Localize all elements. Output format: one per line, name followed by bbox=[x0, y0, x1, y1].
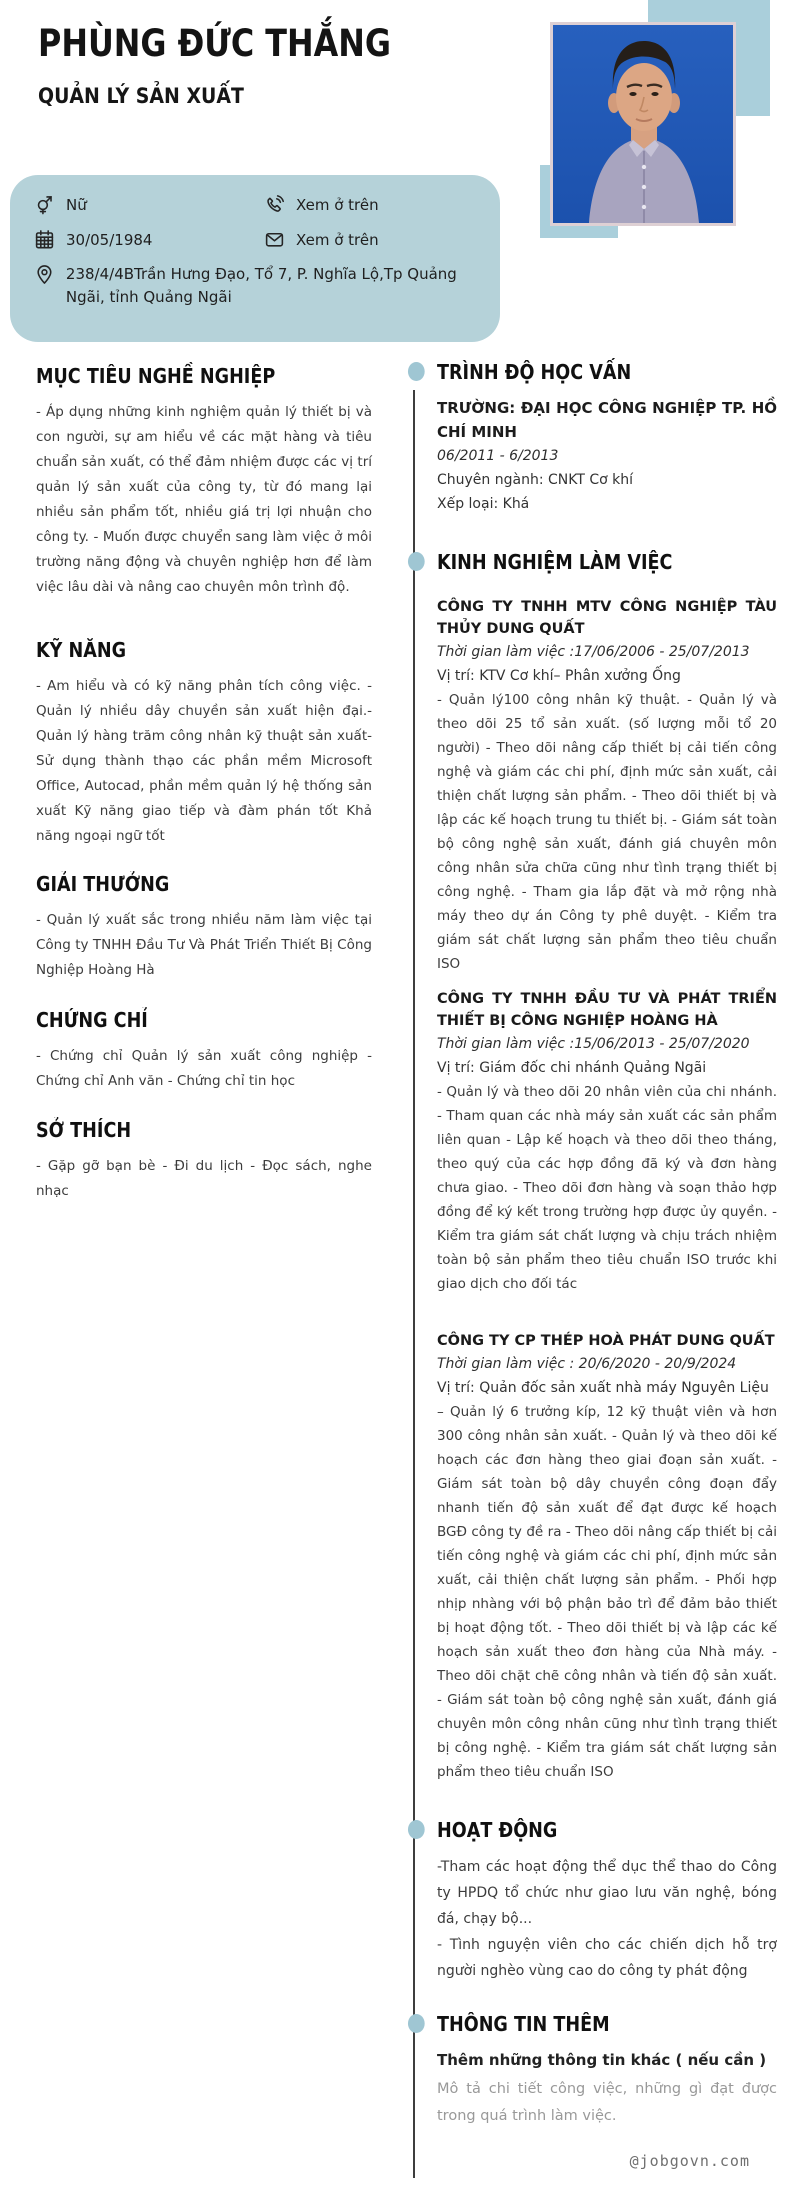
job-period: Thời gian làm việc : 20/6/2020 - 20/9/2024 bbox=[437, 1356, 737, 1372]
education-grade: Xếp loại: Khá bbox=[437, 496, 530, 512]
additional-info-heading: THÔNG TIN THÊM bbox=[437, 2012, 736, 2036]
job-company: CÔNG TY TNHH ĐẦU TƯ VÀ PHÁT TRIỂN THIẾT BỊ CÔNG NGHIỆP HOÀNG HÀ bbox=[437, 991, 777, 1029]
section-education bbox=[437, 360, 777, 516]
timeline-bullet-icon bbox=[408, 1820, 425, 1839]
experience-heading: KINH NGHIỆM LÀM VIỆC bbox=[437, 550, 736, 574]
profile-photo bbox=[553, 25, 733, 223]
candidate-name: PHÙNG ĐỨC THẮNG bbox=[38, 22, 392, 65]
job-description: - Quản lý và theo dõi 20 nhân viên của chi nhánh. - Tham quan các nhà máy sản xuất các sản phẩm liên quan - Lập kế hoạch và theo dõi theo tháng, theo quý của các hợp đồng đã ký và đơn hàng chưa giao. - Theo dõi đơn hàng và soạn thảo hợp đồng để ký kết trong trường hợp được ủy quyền. - Kiểm tra giám sát chất lượng và chịu trách nhiệm toàn bộ sản phẩm theo tiêu chuẩn ISO trước khi giao dịch cho đối tác bbox=[437, 1084, 777, 1292]
contact-gender bbox=[34, 194, 264, 215]
experience-job-3 bbox=[437, 1330, 777, 1784]
timeline-bullet-icon bbox=[408, 2014, 425, 2033]
hobbies-heading: SỞ THÍCH bbox=[36, 1118, 132, 1142]
job-period: Thời gian làm việc :17/06/2006 - 25/07/2013 bbox=[437, 644, 750, 660]
section-skills bbox=[36, 638, 372, 849]
contact-info-box bbox=[10, 175, 500, 342]
objective-body: - Áp dụng những kinh nghiệm quản lý thiết bị và con người, sự am hiểu về các mặt hàng và tiêu chuẩn sản xuất, có thể đảm nhiệm được các vị trí quản lý sản xuất của công ty, từ đó mang lại nhiều sản phẩm tốt, nhiều giá trị lợi nhuận cho công ty. - Muốn được chuyển sang làm việc ở môi trường năng động và chuyên nghiệp hơn để làm việc lâu dài và nâng cao chuyên môn trình độ. bbox=[36, 404, 372, 595]
site-watermark: @jobgovn.com bbox=[629, 2152, 750, 2170]
candidate-job-title: QUẢN LÝ SẢN XUẤT bbox=[38, 84, 244, 108]
education-period: 06/2011 - 6/2013 bbox=[437, 448, 559, 464]
skills-body: - Am hiểu và có kỹ năng phân tích công việc. - Quản lý nhiều dây chuyền sản xuất hiện đại.- Quản lý hàng trăm công nhân kỹ thuật sản xuất- Sử dụng thành thạo các phần mềm Microsoft Office, Autocad, phần mềm quản lý hệ thống sản xuất Kỹ năng giao tiếp và đàm phán tốt Khả năng ngoại ngữ tốt bbox=[36, 678, 372, 844]
location-pin-icon bbox=[34, 264, 55, 285]
section-experience bbox=[437, 550, 777, 1818]
objective-heading: MỤC TIÊU NGHỀ NGHIỆP bbox=[36, 364, 276, 388]
job-position: Vị trí: Giám đốc chi nhánh Quảng Ngãi bbox=[437, 1060, 707, 1076]
education-major: Chuyên ngành: CNKT Cơ khí bbox=[437, 472, 633, 488]
profile-photo-illustration bbox=[553, 25, 733, 223]
job-period: Thời gian làm việc :15/06/2013 - 25/07/2020 bbox=[437, 1036, 750, 1052]
job-description: – Quản lý 6 trưởng kíp, 12 kỹ thuật viên và hơn 300 công nhân sản xuất. - Quản lý và theo dõi kế hoạch các đơn hàng theo giai đoạn sản xuất. - Giám sát toàn bộ dây chuyền công đoạn đẩy nhanh tiến độ sản xuất để đạt được kế hoạch BGĐ công ty đề ra - Theo dõi nâng cấp thiết bị cải tiến công nghệ và giám các chi phí, định mức sản xuất, cải thiện chất lượng sản phẩm. - Phối hợp nhịp nhàng với bộ phận bảo trì để đảm bảo thiết bị hoạt động tốt. - Theo dõi thiết bị và lập các kế hoạch sản xuất theo đơn hàng của Nhà máy. - Theo dõi chặt chẽ công nhân và tiến độ sản xuất. - Giám sát toàn bộ công nghệ sản xuất, đánh giá chuyên môn công nhân cũng như tình trạng thiết bị công nghệ. - Kiểm tra giám sát chất lượng sản phẩm theo tiêu chuẩn ISO bbox=[437, 1404, 777, 1780]
job-company: CÔNG TY TNHH MTV CÔNG NGHIỆP TÀU THỦY DUNG QUẤT bbox=[437, 599, 777, 637]
awards-heading: GIẢI THƯỞNG bbox=[36, 872, 170, 896]
experience-job-1 bbox=[437, 596, 777, 976]
job-description: - Quản lý100 công nhân kỹ thuật. - Quản lý và theo dõi 25 tổ sản xuất. (số lượng mỗi tổ 20 người) - Theo dõi nâng cấp thiết bị cải tiến công nghệ và giám các chi phí, định mức sản xuất, cải thiện chất lượng sản phẩm. - Theo dõi thiết bị và lập các kế hoạch trung tu thiết bị. - Giám sát toàn bộ công nghệ sản xuất, đánh giá chuyên môn công nhân sửa chữa cũng như tình trạng thiết bị công nghệ. - Tham gia lắp đặt và mở rộng nhà máy theo dự án Công ty phê duyệt. - Kiểm tra giám sát chất lượng sản phẩm theo tiêu chuẩn ISO bbox=[437, 692, 777, 972]
birthdate-value: 30/05/1984 bbox=[66, 230, 153, 249]
contact-phone bbox=[264, 194, 476, 215]
certificates-heading: CHỨNG CHỈ bbox=[36, 1008, 148, 1032]
additional-info-label: Thêm những thông tin khác ( nếu cần ) bbox=[437, 2051, 767, 2069]
gender-value: Nữ bbox=[66, 195, 87, 214]
section-awards bbox=[36, 872, 372, 983]
envelope-icon bbox=[264, 229, 285, 250]
experience-job-2 bbox=[437, 988, 777, 1296]
activities-heading: HOẠT ĐỘNG bbox=[437, 1818, 736, 1842]
gender-symbol-icon bbox=[34, 194, 55, 215]
certificates-body: - Chứng chỉ Quản lý sản xuất công nghiệp - Chứng chỉ Anh văn - Chứng chỉ tin học bbox=[36, 1048, 372, 1089]
section-activities bbox=[437, 1818, 777, 1984]
additional-info-placeholder: Mô tả chi tiết công việc, những gì đạt được trong quá trình làm việc. bbox=[437, 2081, 777, 2124]
education-school: TRƯỜNG: ĐẠI HỌC CÔNG NGHIỆP TP. HỒ CHÍ MINH bbox=[437, 399, 777, 441]
phone-icon bbox=[264, 194, 285, 215]
section-certificates bbox=[36, 1008, 372, 1094]
activities-line-1: -Tham các hoạt động thể dục thể thao do Công ty HPDQ tổ chức như giao lưu văn nghệ, bóng đá, chạy bộ... bbox=[437, 1859, 777, 1927]
skills-heading: KỸ NĂNG bbox=[36, 638, 127, 662]
section-objective bbox=[36, 364, 372, 600]
phone-value: Xem ở trên bbox=[296, 195, 379, 214]
address-value: 238/4/4BTrần Hưng Đạo, Tổ 7, P. Nghĩa Lộ,Tp Quảng Ngãi, tỉnh Quảng Ngãi bbox=[65, 265, 457, 306]
section-additional-info bbox=[437, 2012, 777, 2130]
timeline-bullet-icon bbox=[408, 362, 425, 381]
contact-address bbox=[34, 263, 476, 309]
timeline-bullet-icon bbox=[408, 552, 425, 571]
activities-line-2: - Tình nguyện viên cho các chiến dịch hỗ trợ người nghèo vùng cao do công ty phát động bbox=[437, 1937, 777, 1979]
email-value: Xem ở trên bbox=[296, 230, 379, 249]
calendar-icon bbox=[34, 229, 55, 250]
timeline-line bbox=[413, 390, 415, 2178]
contact-email bbox=[264, 229, 476, 250]
education-heading: TRÌNH ĐỘ HỌC VẤN bbox=[437, 360, 736, 384]
job-position: Vị trí: KTV Cơ khí– Phân xưởng Ống bbox=[437, 668, 681, 684]
section-hobbies bbox=[36, 1118, 372, 1204]
hobbies-body: - Gặp gỡ bạn bè - Đi du lịch - Đọc sách, nghe nhạc bbox=[36, 1158, 372, 1199]
job-company: CÔNG TY CP THÉP HOÀ PHÁT DUNG QUẤT bbox=[437, 1333, 775, 1349]
contact-birthdate bbox=[34, 229, 264, 250]
contact-grid bbox=[34, 194, 476, 250]
job-position: Vị trí: Quản đốc sản xuất nhà máy Nguyên Liệu bbox=[437, 1380, 769, 1396]
awards-body: - Quản lý xuất sắc trong nhiều năm làm việc tại Công ty TNHH Đầu Tư Và Phát Triển Thiết Bị Công Nghiệp Hoàng Hà bbox=[36, 912, 372, 978]
